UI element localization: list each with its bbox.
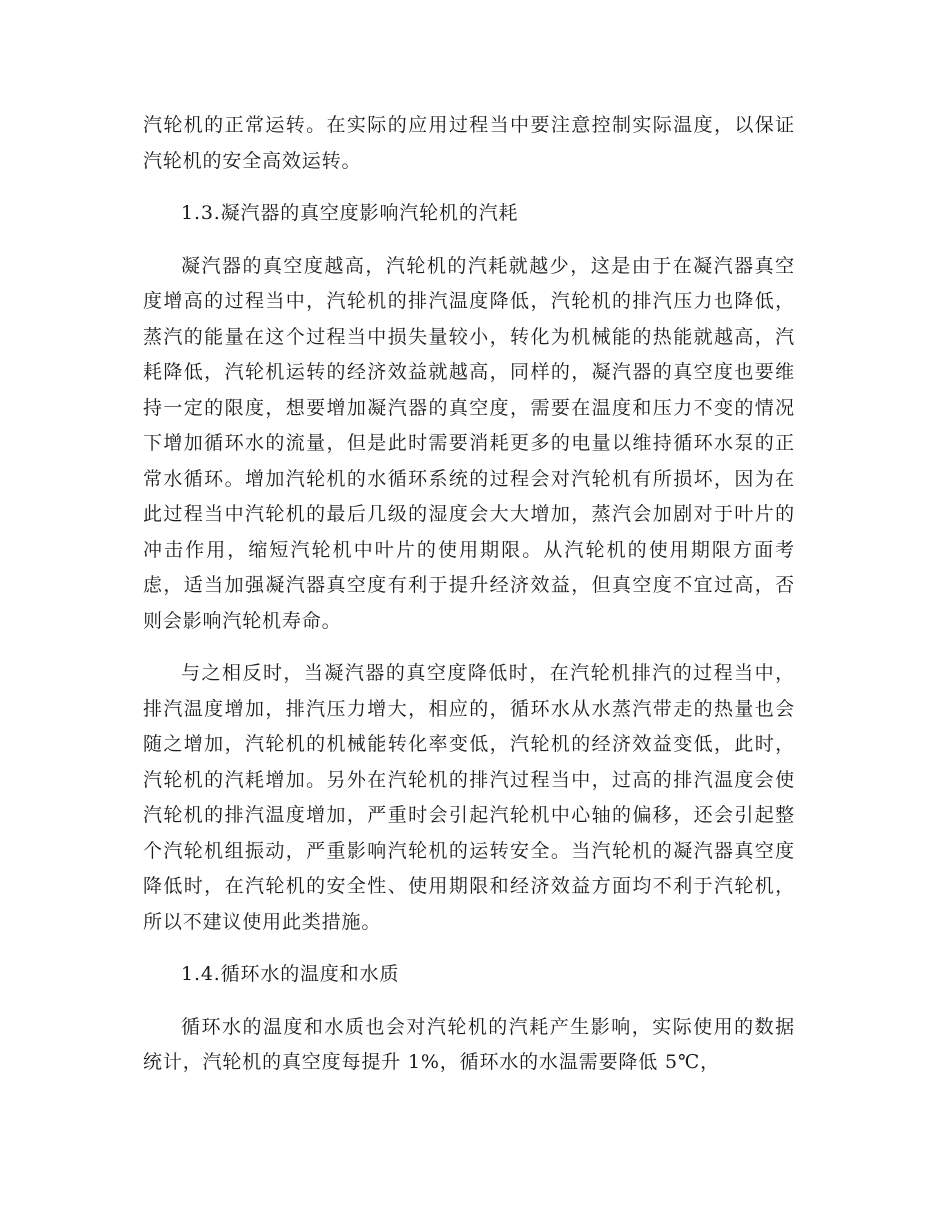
section-heading-1-3: 1.3.凝汽器的真空度影响汽轮机的汽耗 [181,202,519,224]
section-heading-1-4: 1.4.循环水的温度和水质 [181,963,400,985]
document-page [143,108,795,1098]
paragraph-circulating-water: 循环水的温度和水质也会对汽轮机的汽耗产生影响，实际使用的数据统计，汽轮机的真空度每提升 1%，循环水的水温需要降低 5℃， [143,1015,795,1073]
paragraph-continued: 汽轮机的正常运转。在实际的应用过程当中要注意控制实际温度，以保证汽轮机的安全高效运转。 [143,114,795,172]
paragraph-vacuum-high: 凝汽器的真空度越高，汽轮机的汽耗就越少，这是由于在凝汽器真空度增高的过程当中，汽轮机的排汽温度降低，汽轮机的排汽压力也降低，蒸汽的能量在这个过程当中损失量较小，转化为机械能的热能就越高，汽耗降低，汽轮机运转的经济效益就越高，同样的，凝汽器的真空度也要维持一定的限度，想要增加凝汽器的真空度，需要在温度和压力不变的情况下增加循环水的流量，但是此时需要消耗更多的电量以维持循环水泵的正常水循环。增加汽轮机的水循环系统的过程会对汽轮机有所损坏，因为在此过程当中汽轮机的最后几级的湿度会大大增加，蒸汽会加剧对于叶片的冲击作用，缩短汽轮机中叶片的使用期限。从汽轮机的使用期限方面考虑，适当加强凝汽器真空度有利于提升经济效益，但真空度不宜过高，否则会影响汽轮机寿命。 [143,254,795,632]
paragraph-vacuum-low: 与之相反时，当凝汽器的真空度降低时，在汽轮机排汽的过程当中，排汽温度增加，排汽压力增大，相应的，循环水从水蒸汽带走的热量也会随之增加，汽轮机的机械能转化率变低，汽轮机的经济效益变低，此时，汽轮机的汽耗增加。另外在汽轮机的排汽过程当中，过高的排汽温度会使汽轮机的排汽温度增加，严重时会引起汽轮机中心轴的偏移，还会引起整个汽轮机组振动，严重影响汽轮机的运转安全。当汽轮机的凝汽器真空度降低时，在汽轮机的安全性、使用期限和经济效益方面均不利于汽轮机，所以不建议使用此类措施。 [143,662,795,933]
